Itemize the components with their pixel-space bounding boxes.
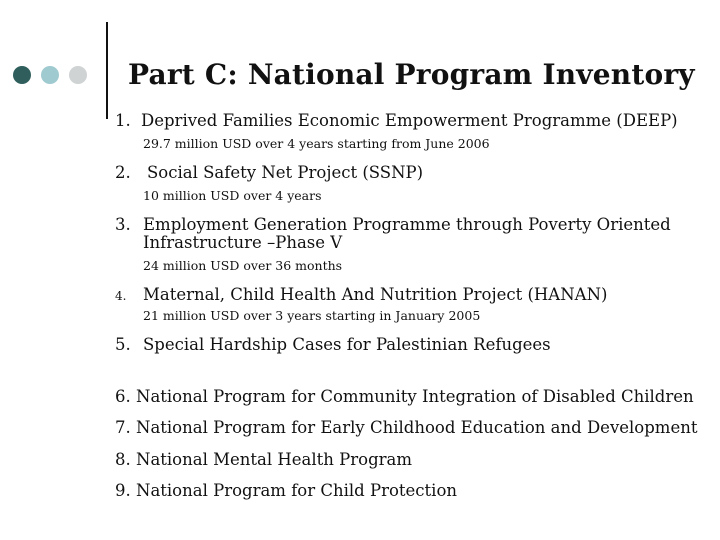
item-number: 2.: [115, 163, 131, 182]
program-item-3-detail: 24 million USD over 36 months: [143, 258, 343, 273]
item-number: 6.: [115, 387, 131, 406]
item-number: 7.: [115, 418, 131, 437]
item-text: National Program for Child Protection: [136, 481, 458, 500]
item-number: 1.: [115, 111, 131, 130]
item-number: 3.: [115, 215, 131, 234]
item-text: National Mental Health Program: [136, 450, 413, 469]
program-item-2-detail: 10 million USD over 4 years: [143, 188, 322, 203]
program-item-4-detail: 21 million USD over 3 years starting in January 2005: [143, 308, 481, 323]
item-text: National Program for Community Integration of Disabled Children: [136, 387, 694, 406]
item-text: Maternal, Child Health And Nutrition Project (HANAN): [143, 285, 608, 304]
decorative-dot-light-blue: [41, 66, 59, 84]
program-item-8: [115, 451, 412, 469]
program-item-9: [115, 482, 457, 500]
item-text: Special Hardship Cases for Palestinian Refugees: [143, 335, 551, 354]
item-text: Deprived Families Economic Empowerment Programme (DEEP): [141, 111, 678, 130]
program-item-1-detail: 29.7 million USD over 4 years starting from June 2006: [143, 136, 490, 151]
item-number: 9.: [115, 481, 131, 500]
item-text: Social Safety Net Project (SSNP): [147, 163, 424, 182]
program-item-7: [115, 419, 697, 437]
item-text: National Program for Early Childhood Education and Development: [136, 418, 698, 437]
program-item-1: [115, 112, 678, 130]
item-number: 8.: [115, 450, 131, 469]
item-text: Employment Generation Programme through Poverty Oriented: [143, 215, 671, 234]
item-number: 5.: [115, 335, 131, 354]
slide-title: Part C: National Program Inventory: [128, 58, 695, 91]
program-item-4: [115, 286, 607, 305]
decorative-dot-dark: [13, 66, 31, 84]
program-item-6: [115, 388, 694, 406]
program-item-3-line2: Infrastructure –Phase V: [143, 233, 343, 252]
item-number: 4.: [115, 289, 127, 303]
decorative-dot-gray: [69, 66, 87, 84]
program-item-3: [115, 216, 671, 234]
title-divider-line: [106, 22, 108, 119]
program-item-2: [115, 164, 423, 182]
program-item-5: [115, 336, 551, 354]
